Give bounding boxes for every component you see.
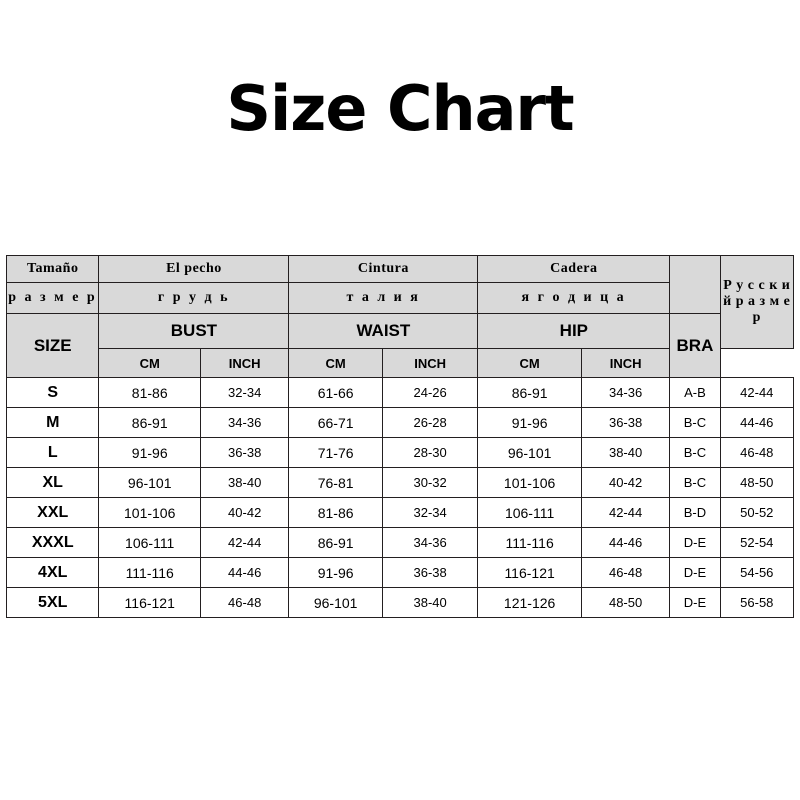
cell-size: L bbox=[7, 438, 99, 468]
header-russian-size-word: р а з м е р bbox=[7, 283, 99, 314]
cell-bra: D-E bbox=[670, 588, 720, 618]
cell-rus: 42-44 bbox=[720, 378, 793, 408]
table-row bbox=[7, 438, 794, 468]
cell-bust-inch: 46-48 bbox=[200, 588, 288, 618]
cell-bust-cm: 81-86 bbox=[99, 378, 201, 408]
header-row-spanish bbox=[7, 256, 794, 283]
cell-size: XXL bbox=[7, 498, 99, 528]
cell-waist-inch: 30-32 bbox=[382, 468, 477, 498]
cell-size: 4XL bbox=[7, 558, 99, 588]
cell-waist-cm: 96-101 bbox=[289, 588, 382, 618]
cell-hip-cm: 121-126 bbox=[478, 588, 582, 618]
cell-hip-inch: 42-44 bbox=[581, 498, 669, 528]
cell-hip-inch: 34-36 bbox=[581, 378, 669, 408]
cell-bra: B-C bbox=[670, 468, 720, 498]
page-title: Size Chart bbox=[226, 72, 574, 145]
cell-bra: D-E bbox=[670, 558, 720, 588]
cell-rus: 50-52 bbox=[720, 498, 793, 528]
cell-bra: B-C bbox=[670, 408, 720, 438]
cell-bust-inch: 44-46 bbox=[200, 558, 288, 588]
cell-waist-inch: 24-26 bbox=[382, 378, 477, 408]
cell-waist-inch: 34-36 bbox=[382, 528, 477, 558]
cell-size: M bbox=[7, 408, 99, 438]
header-english-hip: HIP bbox=[478, 314, 670, 349]
cell-bust-cm: 101-106 bbox=[99, 498, 201, 528]
table-row bbox=[7, 528, 794, 558]
cell-waist-inch: 38-40 bbox=[382, 588, 477, 618]
cell-bust-inch: 40-42 bbox=[200, 498, 288, 528]
cell-waist-inch: 28-30 bbox=[382, 438, 477, 468]
cell-waist-cm: 91-96 bbox=[289, 558, 382, 588]
cell-hip-cm: 86-91 bbox=[478, 378, 582, 408]
cell-size: 5XL bbox=[7, 588, 99, 618]
cell-waist-inch: 26-28 bbox=[382, 408, 477, 438]
cell-rus: 54-56 bbox=[720, 558, 793, 588]
cell-hip-inch: 48-50 bbox=[581, 588, 669, 618]
cell-hip-inch: 36-38 bbox=[581, 408, 669, 438]
header-spanish-hip: Cadera bbox=[478, 256, 670, 283]
header-spanish-waist: Cintura bbox=[289, 256, 478, 283]
header-row-english bbox=[7, 314, 794, 349]
cell-rus: 56-58 bbox=[720, 588, 793, 618]
header-unit-hip-inch: INCH bbox=[581, 349, 669, 378]
cell-waist-cm: 81-86 bbox=[289, 498, 382, 528]
cell-rus: 52-54 bbox=[720, 528, 793, 558]
header-unit-waist-cm: CM bbox=[289, 349, 382, 378]
header-russian-waist: т а л и я bbox=[289, 283, 478, 314]
table-row bbox=[7, 588, 794, 618]
cell-bra: B-D bbox=[670, 498, 720, 528]
cell-waist-cm: 76-81 bbox=[289, 468, 382, 498]
cell-bust-inch: 32-34 bbox=[200, 378, 288, 408]
cell-waist-cm: 61-66 bbox=[289, 378, 382, 408]
cell-hip-cm: 101-106 bbox=[478, 468, 582, 498]
cell-bust-cm: 86-91 bbox=[99, 408, 201, 438]
table-row bbox=[7, 558, 794, 588]
header-unit-bust-inch: INCH bbox=[200, 349, 288, 378]
header-unit-hip-cm: CM bbox=[478, 349, 582, 378]
header-english-waist: WAIST bbox=[289, 314, 478, 349]
cell-rus: 48-50 bbox=[720, 468, 793, 498]
cell-hip-cm: 106-111 bbox=[478, 498, 582, 528]
cell-bra: D-E bbox=[670, 528, 720, 558]
header-russian-bust: г р у д ь bbox=[99, 283, 289, 314]
cell-bust-inch: 42-44 bbox=[200, 528, 288, 558]
cell-bust-cm: 96-101 bbox=[99, 468, 201, 498]
size-chart-table bbox=[6, 255, 794, 618]
cell-hip-cm: 91-96 bbox=[478, 408, 582, 438]
size-chart-table-container bbox=[6, 255, 794, 618]
cell-hip-cm: 116-121 bbox=[478, 558, 582, 588]
cell-bust-cm: 116-121 bbox=[99, 588, 201, 618]
cell-hip-inch: 44-46 bbox=[581, 528, 669, 558]
header-unit-bust-cm: CM bbox=[99, 349, 201, 378]
cell-bust-cm: 111-116 bbox=[99, 558, 201, 588]
cell-hip-inch: 46-48 bbox=[581, 558, 669, 588]
table-row bbox=[7, 468, 794, 498]
cell-waist-cm: 71-76 bbox=[289, 438, 382, 468]
table-row bbox=[7, 378, 794, 408]
table-row bbox=[7, 408, 794, 438]
header-spanish-size: Tamaño bbox=[7, 256, 99, 283]
header-english-bust: BUST bbox=[99, 314, 289, 349]
header-spanish-bust: El pecho bbox=[99, 256, 289, 283]
table-row bbox=[7, 498, 794, 528]
cell-bust-inch: 36-38 bbox=[200, 438, 288, 468]
cell-hip-inch: 38-40 bbox=[581, 438, 669, 468]
cell-bra: B-C bbox=[670, 438, 720, 468]
cell-hip-cm: 96-101 bbox=[478, 438, 582, 468]
header-english-size: SIZE bbox=[7, 314, 99, 378]
header-russian-hip: я г о д и ц а bbox=[478, 283, 670, 314]
header-bra-empty-top bbox=[670, 256, 720, 314]
cell-bra: A-B bbox=[670, 378, 720, 408]
cell-bust-inch: 34-36 bbox=[200, 408, 288, 438]
cell-hip-inch: 40-42 bbox=[581, 468, 669, 498]
cell-bust-inch: 38-40 bbox=[200, 468, 288, 498]
cell-size: XL bbox=[7, 468, 99, 498]
cell-waist-cm: 86-91 bbox=[289, 528, 382, 558]
cell-rus: 44-46 bbox=[720, 408, 793, 438]
cell-size: S bbox=[7, 378, 99, 408]
cell-size: XXXL bbox=[7, 528, 99, 558]
cell-bust-cm: 91-96 bbox=[99, 438, 201, 468]
cell-waist-inch: 36-38 bbox=[382, 558, 477, 588]
cell-hip-cm: 111-116 bbox=[478, 528, 582, 558]
header-russian-size: Р у с с к и й р а з м е р bbox=[720, 256, 793, 349]
cell-waist-inch: 32-34 bbox=[382, 498, 477, 528]
header-bra: BRA bbox=[670, 314, 720, 378]
header-unit-waist-inch: INCH bbox=[382, 349, 477, 378]
cell-bust-cm: 106-111 bbox=[99, 528, 201, 558]
cell-waist-cm: 66-71 bbox=[289, 408, 382, 438]
cell-rus: 46-48 bbox=[720, 438, 793, 468]
